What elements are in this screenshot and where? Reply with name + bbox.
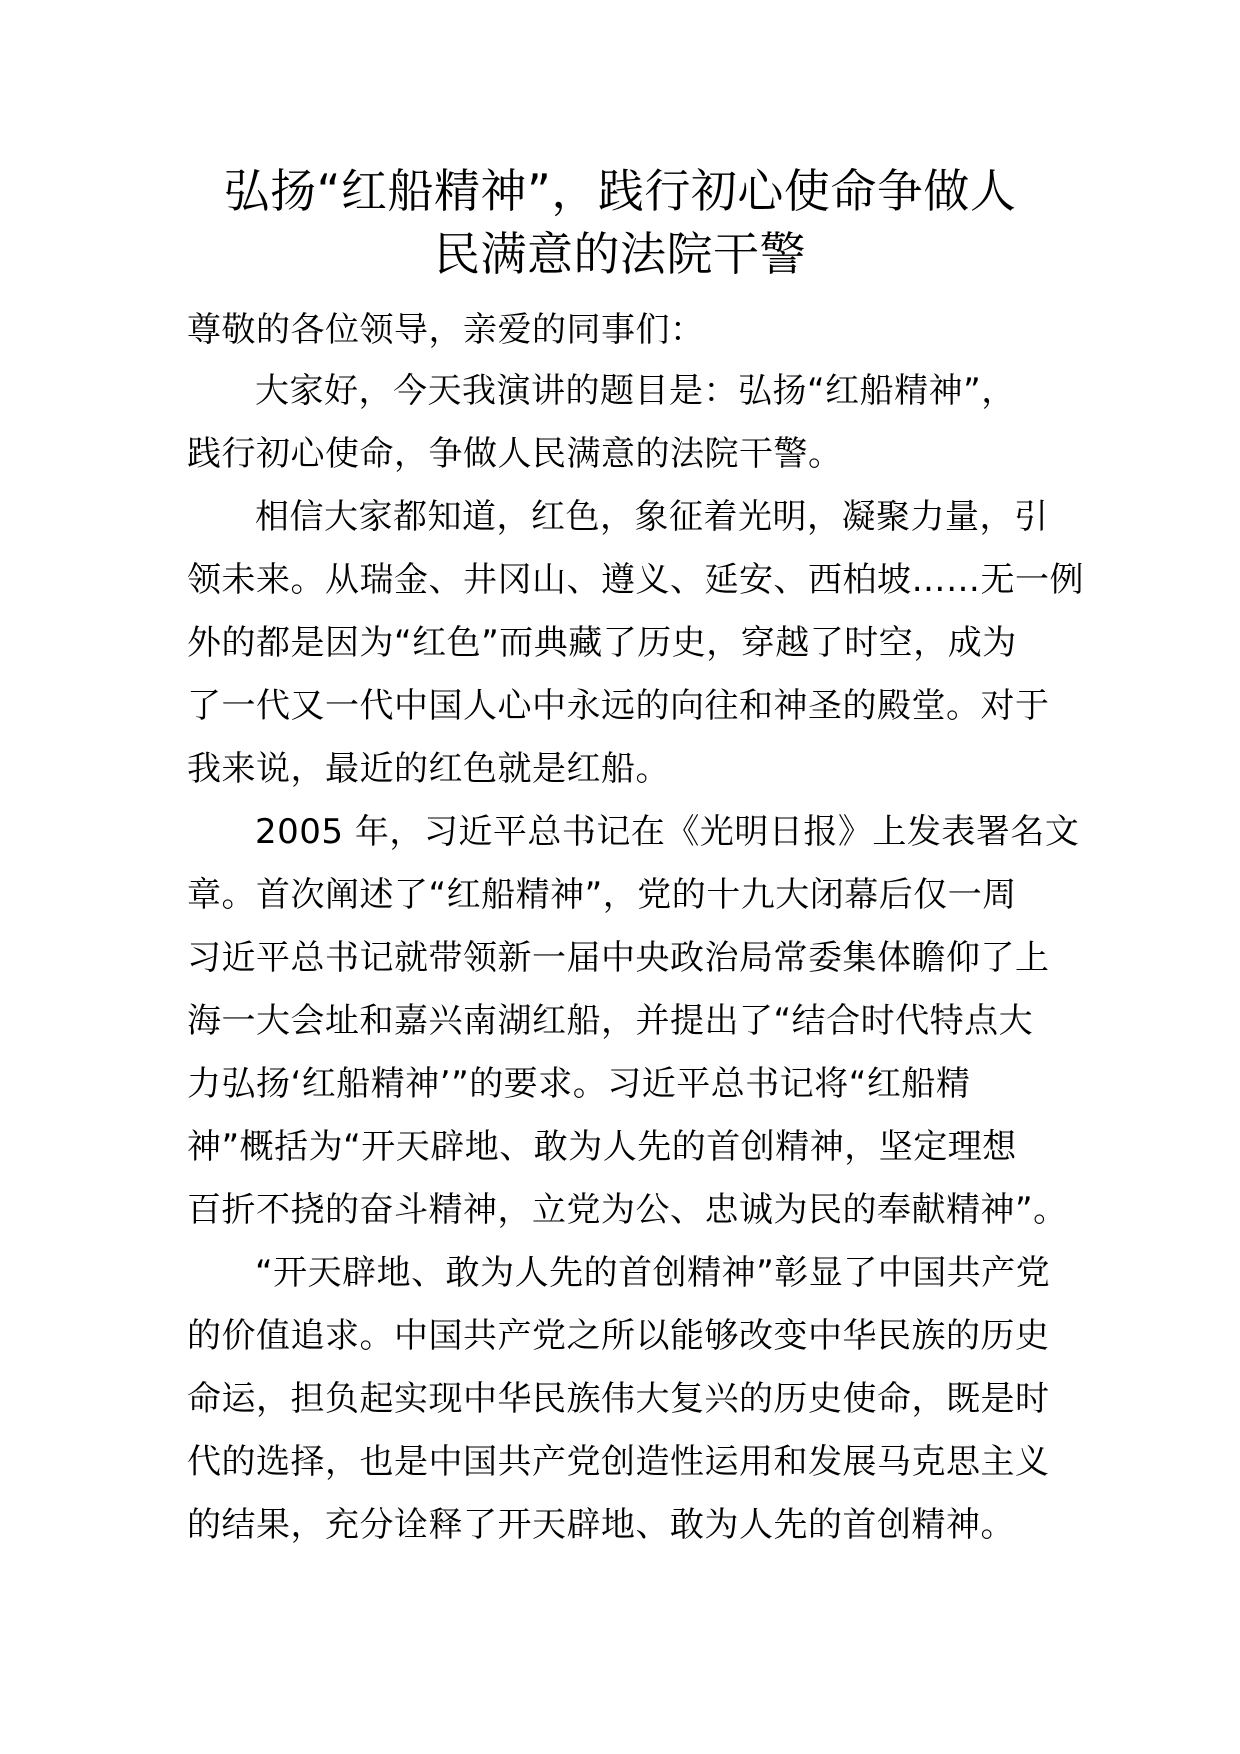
paragraph-line: 2005 年，习近平总书记在《光明日报》上发表署名文 — [255, 812, 1080, 852]
paragraph-line: 百折不挠的奋斗精神，立党为公、忠诚为民的奉献精神”。 — [187, 1190, 1068, 1230]
paragraph-line: 践行初心使命，争做人民满意的法院干警。 — [187, 434, 843, 474]
paragraph-line: 外的都是因为“红色”而典藏了历史，穿越了时空，成为 — [187, 623, 1017, 663]
paragraph — [187, 486, 1084, 801]
title-line: 弘扬“红船精神”，践行初心使命争做人 — [223, 164, 1017, 218]
paragraph-line: 力弘扬‘红船精神’”的要求。习近平总书记将“红船精 — [187, 1064, 971, 1104]
paragraph-line: 神”概括为“开天辟地、敢为人先的首创精神，坚定理想 — [187, 1127, 1017, 1167]
paragraph-line: 了一代又一代中国人心中永远的向往和神圣的殿堂。对于 — [187, 686, 1050, 726]
paragraph — [187, 360, 1067, 486]
paragraph-line: 相信大家都知道，红色，象征着光明，凝聚力量，引 — [255, 497, 1049, 537]
paragraph — [187, 1242, 1067, 1557]
paragraph — [187, 801, 1080, 1242]
paragraph-line: 习近平总书记就带领新一届中央政治局常委集体瞻仰了上 — [187, 938, 1050, 978]
paragraph-line: 命运，担负起实现中华民族伟大复兴的历史使命，既是时 — [187, 1379, 1050, 1419]
paragraph-line: 代的选择，也是中国共产党创造性运用和发展马克思主义 — [187, 1442, 1050, 1482]
paragraph-line: 领未来。从瑞金、井冈山、遵义、延安、西柏坡……无一例 — [187, 560, 1084, 600]
title-line: 民满意的法院干警 — [434, 227, 806, 281]
paragraph-line: “开天辟地、敢为人先的首创精神”彰显了中国共产党 — [255, 1253, 1051, 1293]
document-title — [160, 160, 1080, 286]
salutation: 尊敬的各位领导，亲爱的同事们： — [187, 310, 705, 350]
document-body — [187, 300, 1084, 1557]
paragraph-line: 大家好，今天我演讲的题目是：弘扬“红船精神”， — [255, 371, 1016, 411]
paragraph-line: 海一大会址和嘉兴南湖红船，并提出了“结合时代特点大 — [187, 1001, 1034, 1041]
paragraph-line: 的结果，充分诠释了开天辟地、敢为人先的首创精神。 — [187, 1505, 1015, 1545]
paragraph-line: 的价值追求。中国共产党之所以能够改变中华民族的历史 — [187, 1316, 1050, 1356]
paragraph-line: 章。首次阐述了“红船精神”，党的十九大闭幕后仅一周 — [187, 875, 1017, 915]
paragraph-line: 我来说，最近的红色就是红船。 — [187, 749, 670, 789]
